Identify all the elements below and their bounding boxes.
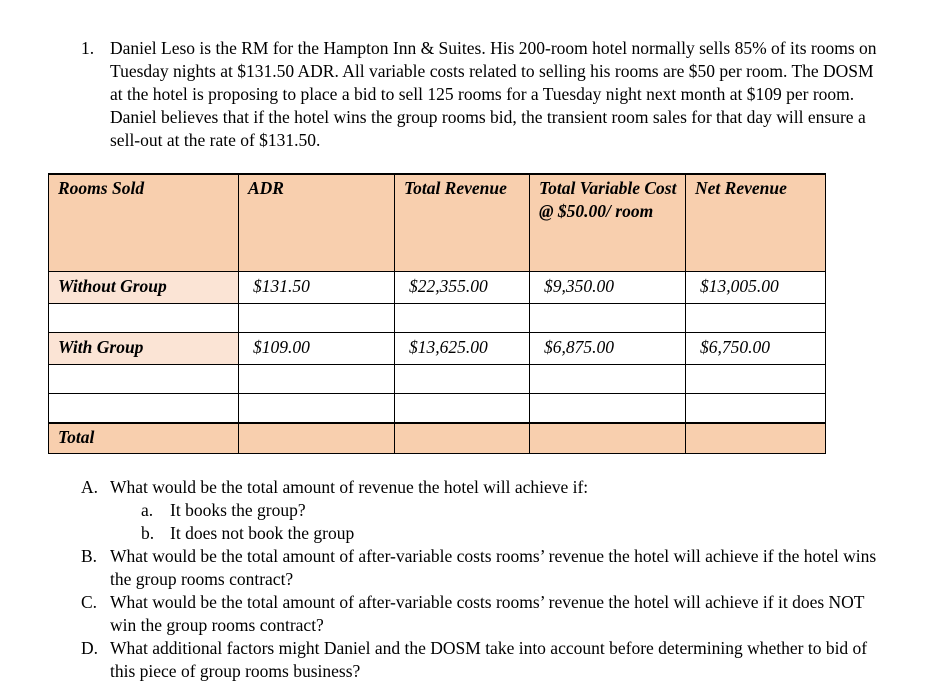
without-group-net-revenue: $13,005.00 [686, 272, 826, 304]
total-cell [686, 423, 826, 454]
blank-cell [686, 304, 826, 333]
problem-number: 1. [81, 38, 95, 58]
row-label-without-group: Without Group [49, 272, 239, 304]
blank-cell [530, 304, 686, 333]
sub-marker: b. [141, 523, 155, 543]
problem-text: Daniel Leso is the RM for the Hampton Inn & Suites. His 200-room hotel normally sells 85% of its rooms on Tuesday nights at $131.50 ADR. All variable costs related to selling his rooms are $50 per room. The DOSM at the hotel is proposing to place a bid to sell 125 rooms for a Tuesday night next month at $109 per room. Daniel believes that if the hotel wins the group rooms bid, the transient room sales for that day will ensure a sell-out at the rate of $131.50. [110, 38, 877, 150]
without-group-adr: $131.50 [239, 272, 395, 304]
row-label-with-group: With Group [49, 333, 239, 365]
question-b [81, 545, 891, 591]
question-text: What additional factors might Daniel and the DOSM take into account before determining whether to bid of this piece of group rooms business? [110, 638, 868, 681]
with-group-total-revenue: $13,625.00 [395, 333, 530, 365]
header-total-variable-cost: Total Variable Cost @ $50.00/ room [530, 174, 686, 272]
table-row-total [49, 423, 826, 454]
blank-cell [530, 394, 686, 424]
total-cell [395, 423, 530, 454]
without-group-total-revenue: $22,355.00 [395, 272, 530, 304]
table-row-without-group [49, 272, 826, 304]
blank-cell [530, 365, 686, 394]
header-total-revenue: Total Revenue [395, 174, 530, 272]
blank-cell [395, 304, 530, 333]
question-a-sub-b [81, 522, 891, 545]
table-header-row [49, 174, 826, 272]
question-d [81, 637, 891, 683]
table-row-with-group [49, 333, 826, 365]
sub-text: It does not book the group [170, 523, 355, 543]
blank-cell [686, 394, 826, 424]
table-row-blank [49, 304, 826, 333]
question-text: What would be the total amount of after-variable costs rooms’ revenue the hotel will achieve if the hotel wins the group rooms contract? [110, 546, 877, 589]
blank-cell [49, 394, 239, 424]
with-group-adr: $109.00 [239, 333, 395, 365]
table-row-blank [49, 394, 826, 424]
question-a-sub-a [81, 499, 891, 522]
question-text: What would be the total amount of after-variable costs rooms’ revenue the hotel will achieve if it does NOT win the group rooms contract? [110, 592, 865, 635]
questions-list [81, 476, 891, 683]
question-marker: D. [81, 638, 99, 658]
question-marker: C. [81, 592, 98, 612]
question-c [81, 591, 891, 637]
question-text: What would be the total amount of revenue the hotel will achieve if: [110, 477, 589, 497]
sub-text: It books the group? [170, 500, 306, 520]
blank-cell [49, 304, 239, 333]
header-rooms-sold: Rooms Sold [49, 174, 239, 272]
revenue-table [48, 173, 826, 454]
sub-marker: a. [141, 500, 154, 520]
blank-cell [239, 365, 395, 394]
with-group-variable-cost: $6,875.00 [530, 333, 686, 365]
blank-cell [686, 365, 826, 394]
problem-statement [81, 37, 881, 152]
total-cell [530, 423, 686, 454]
header-adr: ADR [239, 174, 395, 272]
question-marker: A. [81, 477, 99, 497]
blank-cell [395, 394, 530, 424]
blank-cell [395, 365, 530, 394]
question-a [81, 476, 891, 499]
with-group-net-revenue: $6,750.00 [686, 333, 826, 365]
total-cell [239, 423, 395, 454]
row-label-total: Total [49, 423, 239, 454]
without-group-variable-cost: $9,350.00 [530, 272, 686, 304]
blank-cell [239, 304, 395, 333]
header-net-revenue: Net Revenue [686, 174, 826, 272]
question-marker: B. [81, 546, 98, 566]
blank-cell [49, 365, 239, 394]
table-row-blank [49, 365, 826, 394]
blank-cell [239, 394, 395, 424]
